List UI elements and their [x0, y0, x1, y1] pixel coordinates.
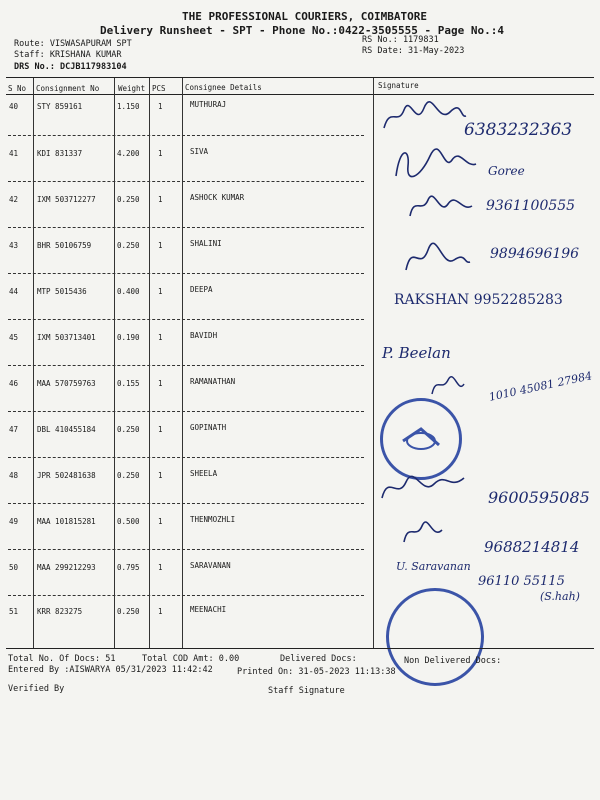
entered-by: Entered By :AISWARYA 05/31/2023 11:42:42 — [8, 665, 213, 675]
row-weight: 0.190 — [117, 333, 140, 342]
col-divider — [149, 78, 150, 648]
row-consignment: IXM 503712277 — [37, 195, 96, 204]
row-pcs: 1 — [158, 471, 163, 480]
row-sno: 45 — [9, 333, 19, 342]
handwritten-phone: 9688214814 — [484, 538, 580, 556]
row-consignment: KDI 831337 — [37, 149, 83, 158]
row-consignment: MTP 5015436 — [37, 287, 87, 296]
handwritten-note: (S.hah) — [540, 590, 580, 603]
row-pcs: 1 — [158, 241, 163, 250]
col-sno: S No — [8, 84, 27, 93]
row-consignment: STY 859161 — [37, 102, 83, 111]
row-consignee: THENMOZHLI — [190, 515, 236, 524]
row-sno: 42 — [9, 195, 19, 204]
company-stamp — [380, 398, 462, 480]
row-sno: 46 — [9, 379, 19, 388]
handwritten-phone: 1010 45081 27984 — [487, 369, 594, 404]
col-weight: Weight — [118, 84, 146, 93]
signature-scribble — [406, 192, 476, 222]
row-divider — [8, 273, 364, 274]
total-cod: Total COD Amt: 0.00 — [142, 654, 240, 664]
row-pcs: 1 — [158, 102, 163, 111]
row-weight: 0.250 — [117, 425, 140, 434]
row-weight: 0.155 — [117, 379, 140, 388]
row-consignee: SARAVANAN — [190, 561, 231, 570]
row-divider — [8, 365, 364, 366]
row-weight: 4.200 — [117, 149, 140, 158]
col-consignment: Consignment No — [36, 84, 100, 93]
company-stamp — [386, 588, 484, 686]
row-consignee: SHALINI — [190, 239, 222, 248]
row-weight: 0.250 — [117, 607, 140, 616]
row-weight: 0.500 — [117, 517, 140, 526]
row-consignment: KRR 823275 — [37, 607, 83, 616]
row-consignee: MEENACHI — [190, 605, 227, 614]
rs-date: RS Date: 31-May-2023 — [362, 46, 465, 56]
col-divider — [182, 78, 183, 648]
row-pcs: 1 — [158, 149, 163, 158]
header-bottom-rule — [6, 94, 594, 95]
verified-by: Verified By — [8, 684, 65, 694]
row-weight: 0.250 — [117, 241, 140, 250]
row-weight: 0.795 — [117, 563, 140, 572]
row-sno: 44 — [9, 287, 19, 296]
staff-signature: Staff Signature — [268, 686, 345, 696]
row-weight: 0.250 — [117, 471, 140, 480]
handwritten-name: P. Beelan — [382, 344, 451, 362]
col-consignee: Consignee Details — [185, 83, 262, 92]
row-consignee: ASHOCK KUMAR — [190, 193, 245, 202]
row-divider — [8, 457, 364, 458]
handwritten-name: U. Saravanan — [396, 560, 471, 573]
row-pcs: 1 — [158, 195, 163, 204]
route-label: Route: VISWASAPURAM SPT — [14, 39, 132, 49]
rs-number: RS No.: 1179831 — [362, 35, 439, 45]
signature-scribble — [428, 374, 468, 398]
col-divider — [33, 78, 34, 648]
row-divider — [8, 549, 364, 550]
row-sno: 47 — [9, 425, 19, 434]
row-divider — [8, 595, 364, 596]
row-divider — [8, 503, 364, 504]
row-sno: 51 — [9, 607, 19, 616]
staff-label: Staff: KRISHANA KUMAR — [14, 50, 122, 60]
row-consignee: RAMANATHAN — [190, 377, 236, 386]
col-divider — [373, 78, 374, 648]
handwritten-phone: 6383232363 — [464, 120, 573, 140]
row-consignee: DEEPA — [190, 285, 213, 294]
delivered-docs: Delivered Docs: — [280, 654, 357, 664]
handwritten-phone: 9361100555 — [486, 198, 576, 214]
signature-scribble — [378, 470, 468, 506]
col-pcs: PCS — [152, 84, 166, 93]
row-pcs: 1 — [158, 287, 163, 296]
row-sno: 41 — [9, 149, 19, 158]
handwritten-note: Goree — [488, 164, 525, 178]
row-consignment: MAA 570759763 — [37, 379, 96, 388]
row-sno: 40 — [9, 102, 19, 111]
handwritten-name-phone: RAKSHAN 9952285283 — [394, 292, 563, 308]
total-docs: Total No. Of Docs: 51 — [8, 654, 116, 664]
row-pcs: 1 — [158, 333, 163, 342]
drs-label: DRS No.: DCJB117983104 — [14, 62, 127, 72]
handwritten-phone: 9600595085 — [488, 488, 590, 507]
row-consignment: MAA 299212293 — [37, 563, 96, 572]
row-weight: 0.400 — [117, 287, 140, 296]
row-pcs: 1 — [158, 607, 163, 616]
row-consignee: BAVIDH — [190, 331, 218, 340]
printed-on: Printed On: 31-05-2023 11:13:38 — [237, 667, 396, 677]
row-consignment: JPR 502481638 — [37, 471, 96, 480]
row-sno: 43 — [9, 241, 19, 250]
signature-scribble — [400, 518, 446, 546]
col-signature: Signature — [378, 81, 419, 90]
row-pcs: 1 — [158, 563, 163, 572]
row-divider — [8, 181, 364, 182]
handwritten-phone: 9894696196 — [490, 246, 580, 262]
row-pcs: 1 — [158, 425, 163, 434]
row-consignee: SHEELA — [190, 469, 218, 478]
row-consignment: IXM 503713401 — [37, 333, 96, 342]
row-pcs: 1 — [158, 517, 163, 526]
header-top-rule — [6, 77, 594, 78]
row-sno: 50 — [9, 563, 19, 572]
row-consignee: MUTHURAJ — [190, 100, 227, 109]
signature-scribble — [402, 240, 472, 276]
row-divider — [8, 135, 364, 136]
signature-scribble — [390, 142, 480, 182]
runsheet-subtitle: Delivery Runsheet - SPT - Phone No.:0422-3505555 - Page No.:4 — [100, 24, 504, 37]
handwritten-phone: 96110 55115 — [478, 574, 565, 589]
row-consignment: MAA 101815281 — [37, 517, 96, 526]
non-delivered-docs: Non Delivered Docs: — [404, 656, 502, 666]
footer-rule — [6, 648, 594, 649]
row-consignee: GOPINATH — [190, 423, 227, 432]
row-consignment: DBL 410455184 — [37, 425, 96, 434]
col-divider — [114, 78, 115, 648]
row-sno: 49 — [9, 517, 19, 526]
row-divider — [8, 319, 364, 320]
company-title: THE PROFESSIONAL COURIERS, COIMBATORE — [182, 10, 428, 23]
row-weight: 1.150 — [117, 102, 140, 111]
signature-scribble — [380, 98, 470, 138]
row-weight: 0.250 — [117, 195, 140, 204]
row-divider — [8, 227, 364, 228]
row-divider — [8, 411, 364, 412]
row-consignee: SIVA — [190, 147, 209, 156]
row-pcs: 1 — [158, 379, 163, 388]
row-consignment: BHR 50106759 — [37, 241, 92, 250]
row-sno: 48 — [9, 471, 19, 480]
